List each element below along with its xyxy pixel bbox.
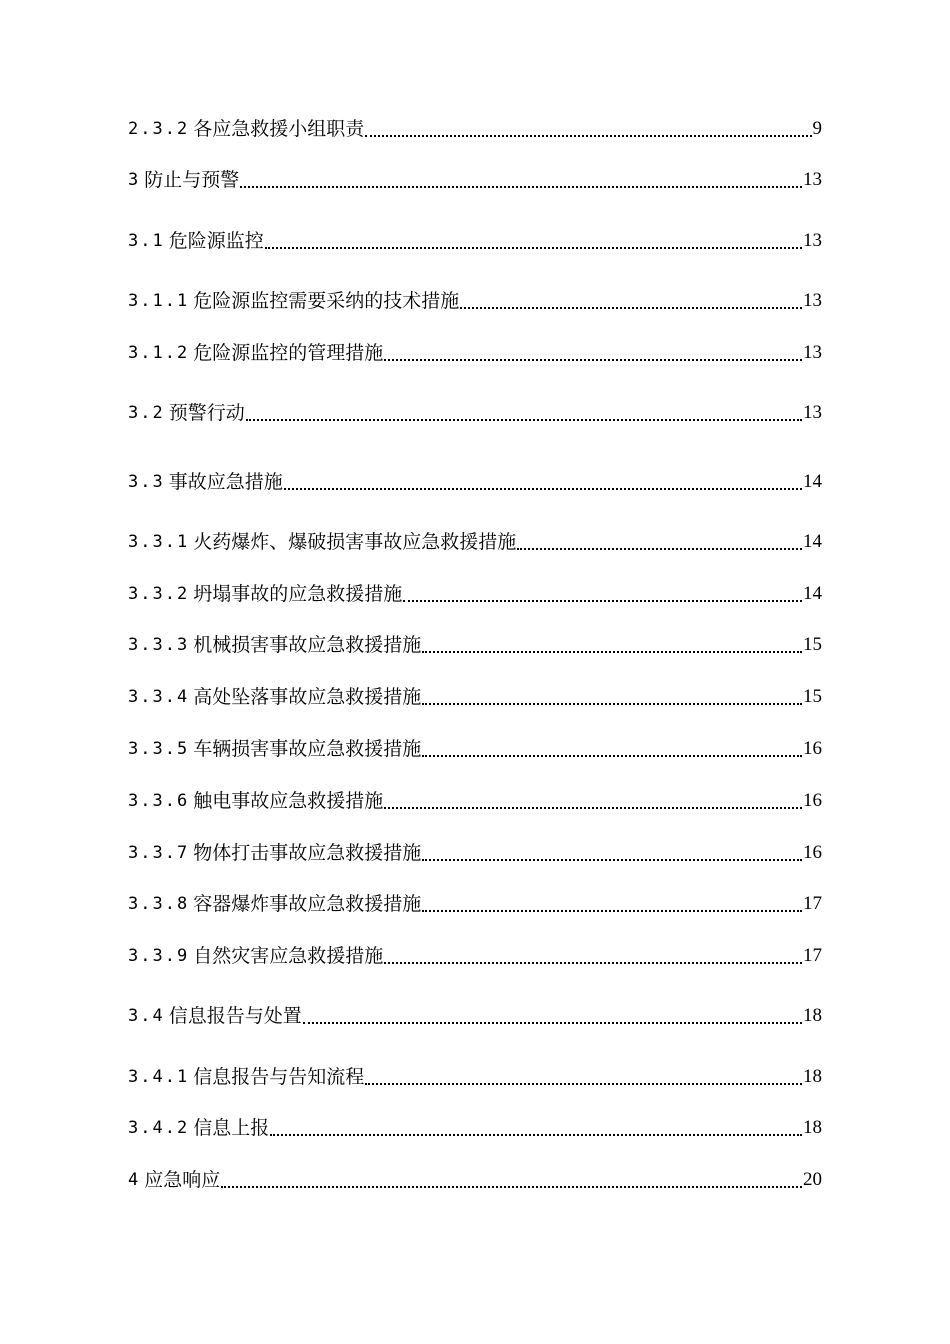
dot-leader xyxy=(384,359,802,361)
toc-entry-page: 13 xyxy=(803,230,822,251)
toc-entry-title: 各应急救援小组职责 xyxy=(193,118,365,140)
toc-entry-number: 3.3.2 xyxy=(128,584,190,604)
toc-entry-title: 危险源监控的管理措施 xyxy=(193,342,384,364)
toc-entry xyxy=(128,1062,822,1092)
toc-entry xyxy=(128,1113,822,1143)
toc-entry xyxy=(128,114,822,144)
toc-entry-page: 14 xyxy=(803,531,822,552)
toc-entry-number: 3.1.1 xyxy=(128,291,190,311)
toc-entry xyxy=(128,527,822,557)
toc-entry xyxy=(128,786,822,816)
toc-entry-number: 3.1.2 xyxy=(128,343,190,363)
toc-entry-number: 3.3.7 xyxy=(128,843,190,863)
dot-leader xyxy=(265,247,802,249)
dot-leader xyxy=(240,186,802,188)
toc-entry-number: 3.3.3 xyxy=(128,635,190,655)
toc-entry xyxy=(128,398,822,428)
dot-leader xyxy=(517,548,802,550)
toc-entry-page: 17 xyxy=(803,893,822,914)
toc-entry-number: 4 xyxy=(128,1170,141,1190)
toc-entry-title: 坍塌事故的应急救援措施 xyxy=(193,583,403,605)
toc-entry-number: 3.4 xyxy=(128,1006,165,1026)
toc-entry-title: 车辆损害事故应急救援措施 xyxy=(193,738,422,760)
toc-entry xyxy=(128,286,822,316)
toc-entry-page: 16 xyxy=(803,790,822,811)
toc-entry xyxy=(128,838,822,868)
toc-entry-title: 危险源监控 xyxy=(168,230,264,252)
toc-entry-title: 信息上报 xyxy=(193,1117,270,1139)
toc-entry-page: 9 xyxy=(812,118,822,139)
toc-entry xyxy=(128,338,822,368)
toc-entry-title: 事故应急措施 xyxy=(168,471,283,493)
toc-entry-page: 14 xyxy=(803,471,822,492)
dot-leader xyxy=(384,807,802,809)
dot-leader xyxy=(422,703,802,705)
toc-entry-number: 3.3.4 xyxy=(128,687,190,707)
toc-entry xyxy=(128,579,822,609)
toc-entry xyxy=(128,682,822,712)
dot-leader xyxy=(422,910,802,912)
toc-entry-title: 信息报告与处置 xyxy=(168,1005,302,1027)
toc-entry-page: 18 xyxy=(803,1066,822,1087)
toc-entry-page: 14 xyxy=(803,583,822,604)
toc-entry-page: 13 xyxy=(803,290,822,311)
toc-entry-title: 机械损害事故应急救援措施 xyxy=(193,634,422,656)
toc-entry xyxy=(128,165,822,195)
dot-leader xyxy=(422,755,802,757)
dot-leader xyxy=(403,600,802,602)
toc-entry-page: 15 xyxy=(803,686,822,707)
toc-entry xyxy=(128,889,822,919)
toc-entry-number: 3.3.5 xyxy=(128,739,190,759)
toc-entry xyxy=(128,1001,822,1031)
dot-leader xyxy=(270,1134,802,1136)
toc-entry xyxy=(128,467,822,497)
dot-leader xyxy=(422,859,802,861)
toc-entry-page: 13 xyxy=(803,342,822,363)
toc-entry-title: 信息报告与告知流程 xyxy=(193,1066,365,1088)
toc-entry-title: 火药爆炸、爆破损害事故应急救援措施 xyxy=(193,531,517,553)
toc-entry-number: 3.3.8 xyxy=(128,894,190,914)
toc-entry-number: 3.3.9 xyxy=(128,946,190,966)
toc-entry-page: 18 xyxy=(803,1117,822,1138)
toc-entry-title: 防止与预警 xyxy=(144,169,240,191)
dot-leader xyxy=(460,307,802,309)
toc-entry-number: 3.2 xyxy=(128,403,165,423)
toc-entry-title: 危险源监控需要采纳的技术措施 xyxy=(193,290,460,312)
dot-leader xyxy=(303,1022,802,1024)
toc-entry-number: 3.1 xyxy=(128,231,165,251)
toc-entry-number: 3.4.1 xyxy=(128,1067,190,1087)
toc-entry-number: 2.3.2 xyxy=(128,119,190,139)
dot-leader xyxy=(221,1186,802,1188)
toc-entry-title: 触电事故应急救援措施 xyxy=(193,790,384,812)
toc-entry-page: 13 xyxy=(803,402,822,423)
dot-leader xyxy=(384,962,802,964)
toc-entry-title: 物体打击事故应急救援措施 xyxy=(193,842,422,864)
toc-entry-title: 预警行动 xyxy=(168,402,245,424)
toc-entry xyxy=(128,734,822,764)
toc-entry-number: 3 xyxy=(128,170,141,190)
toc-entry-title: 容器爆炸事故应急救援措施 xyxy=(193,893,422,915)
toc-entry-page: 20 xyxy=(803,1169,822,1190)
toc-entry-number: 3.3.1 xyxy=(128,532,190,552)
toc-entry-title: 高处坠落事故应急救援措施 xyxy=(193,686,422,708)
toc-entry xyxy=(128,226,822,256)
toc-entry-title: 应急响应 xyxy=(144,1169,221,1191)
dot-leader xyxy=(284,488,802,490)
toc-entry-title: 自然灾害应急救援措施 xyxy=(193,945,384,967)
toc-entry-page: 17 xyxy=(803,945,822,966)
toc-entry-number: 3.3.6 xyxy=(128,791,190,811)
dot-leader xyxy=(422,651,802,653)
toc-entry-page: 15 xyxy=(803,634,822,655)
toc-entry-page: 16 xyxy=(803,738,822,759)
toc-entry-number: 3.4.2 xyxy=(128,1118,190,1138)
toc-entry xyxy=(128,1165,822,1195)
dot-leader xyxy=(365,1083,802,1085)
toc-entry-page: 16 xyxy=(803,842,822,863)
dot-leader xyxy=(246,419,802,421)
toc-entry-page: 18 xyxy=(803,1005,822,1026)
toc-entry xyxy=(128,941,822,971)
dot-leader xyxy=(365,135,811,137)
toc-entry xyxy=(128,630,822,660)
toc-entry-number: 3.3 xyxy=(128,472,165,492)
toc-entry-page: 13 xyxy=(803,169,822,190)
